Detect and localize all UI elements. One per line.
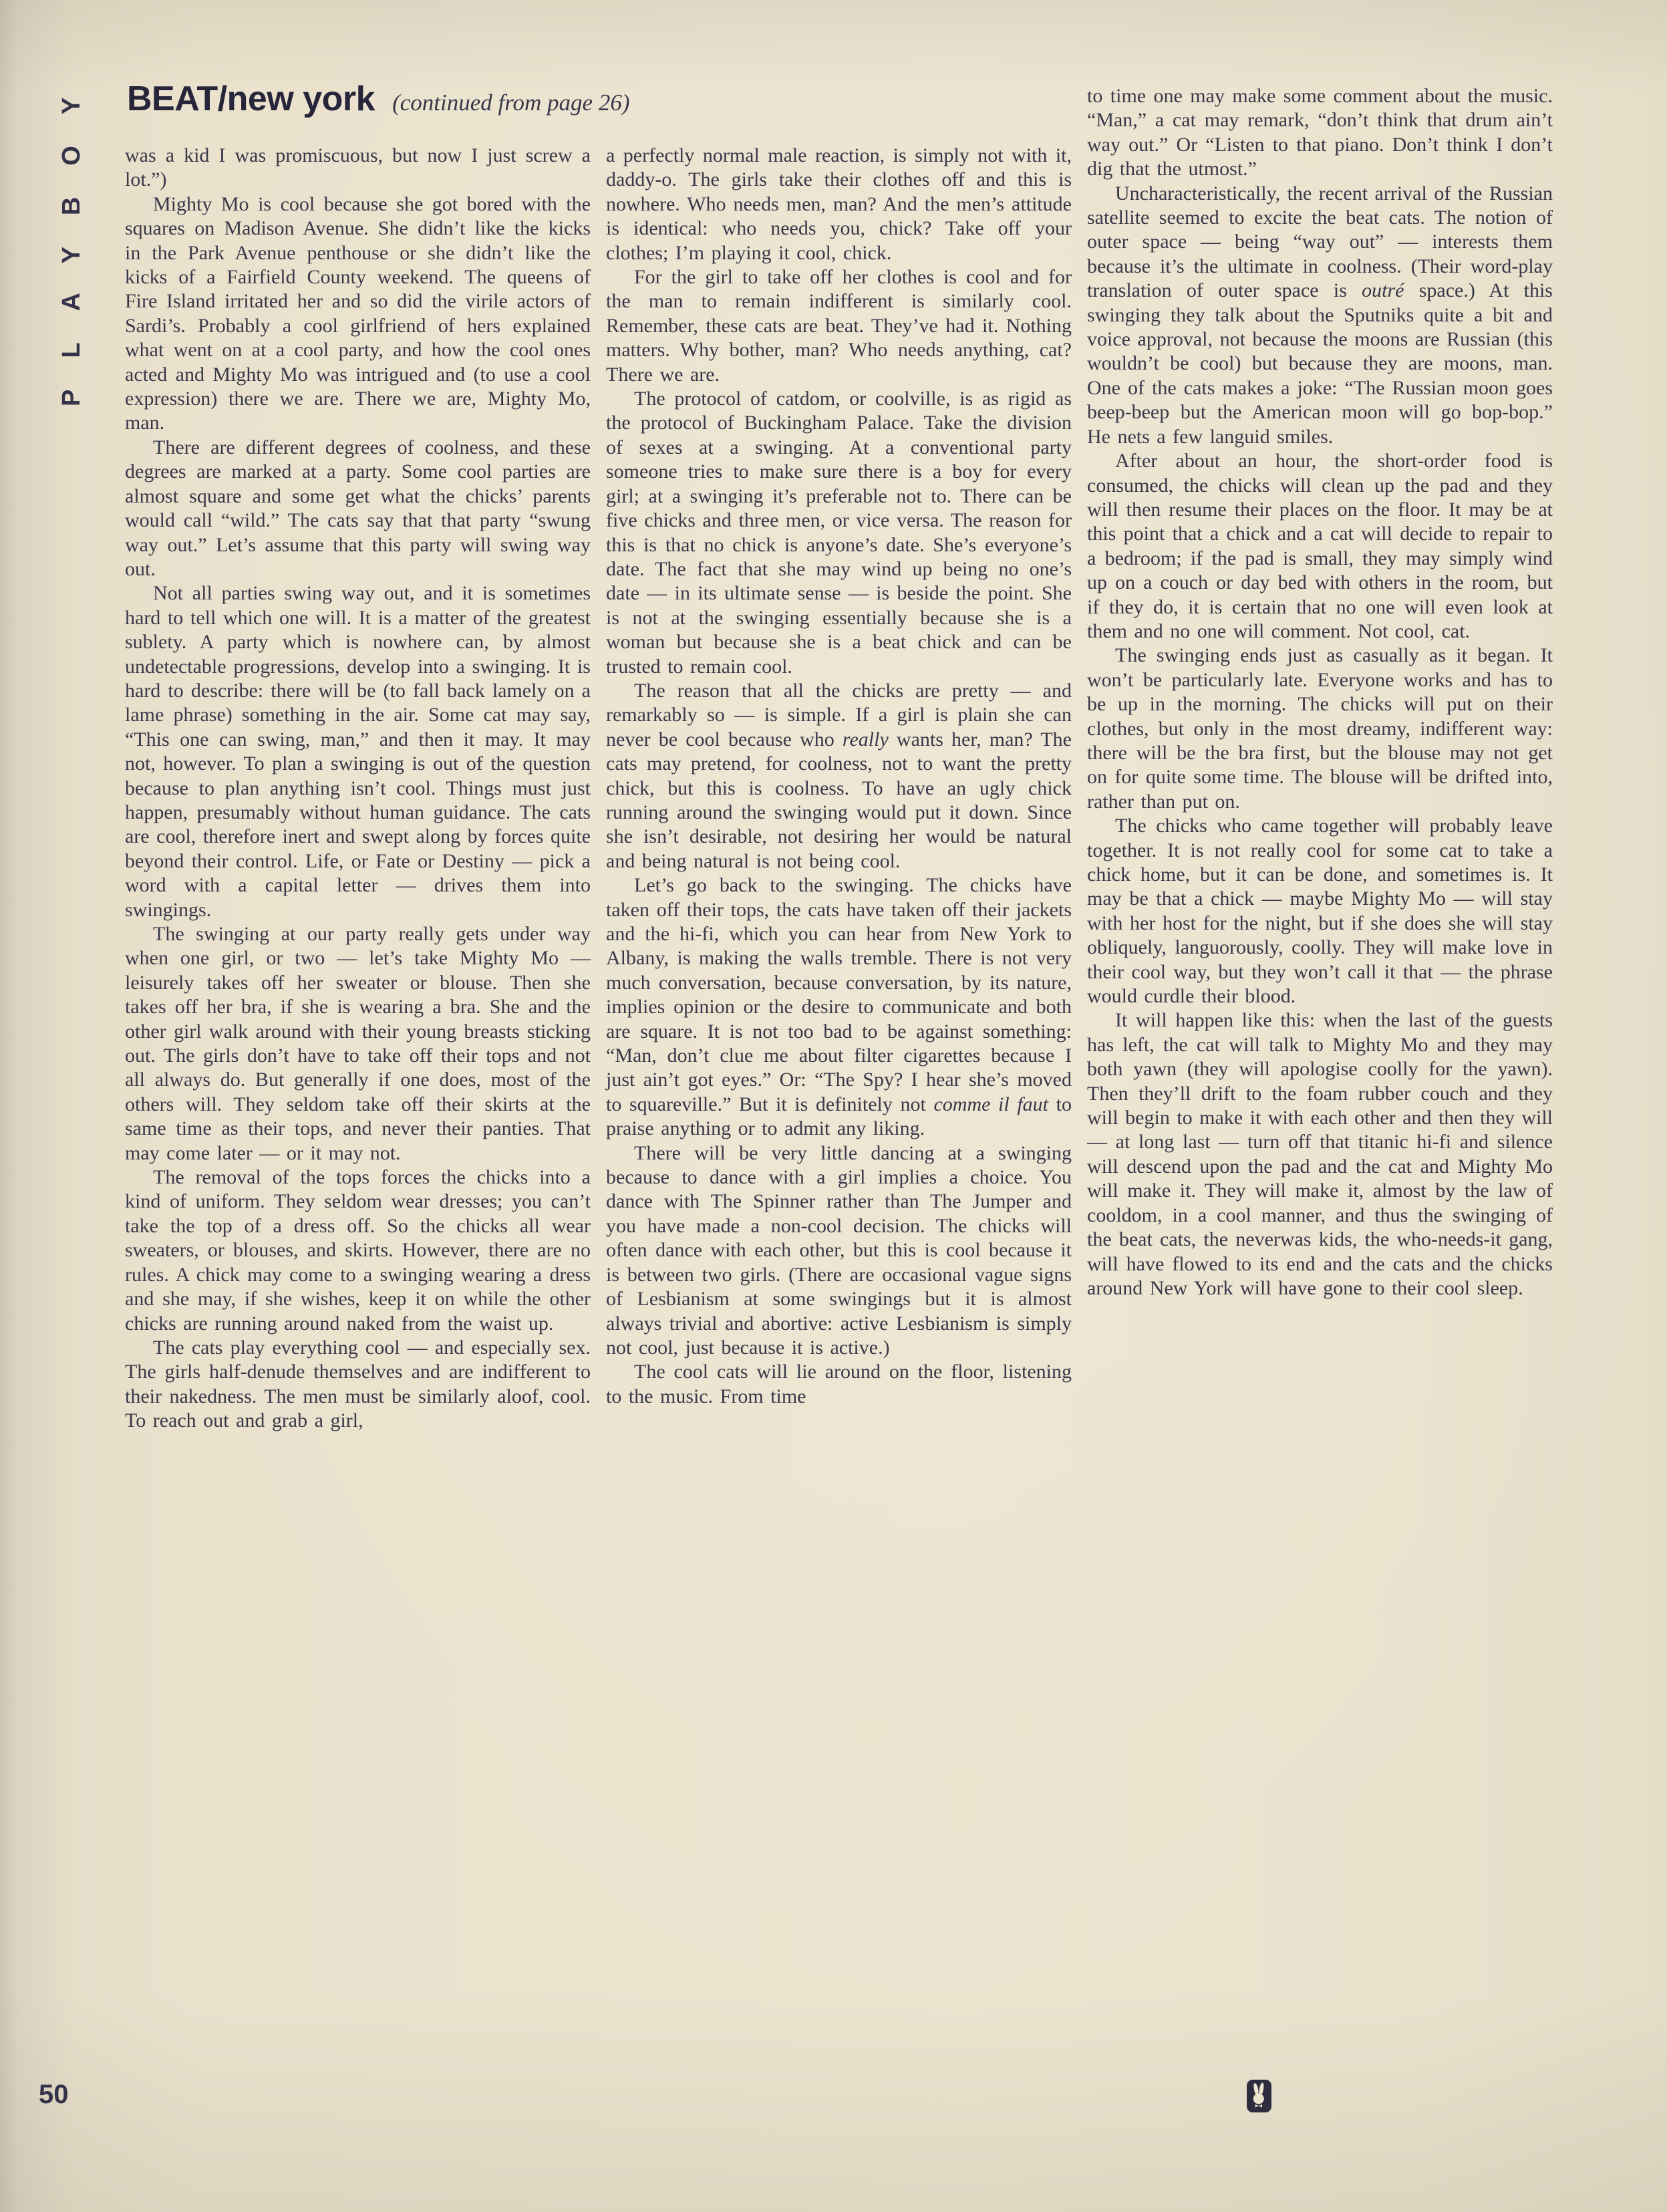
page-number: 50	[39, 2080, 69, 2109]
paragraph: to time one may make some comment about the music. “Man,” a cat may remark, “don’t think that drum ain’t way out.” Or “Listen to that piano. Don’t think I don’t dig that the utmost.”	[1087, 85, 1553, 180]
text-column-3	[1087, 84, 1553, 1300]
playboy-bunny-icon	[1247, 2080, 1271, 2112]
paragraph: Mighty Mo is cool because she got bored with the squares on Madison Avenue. She didn’t like the kicks in the Park Avenue penthouse or she didn’t like the kicks of a Fairfield County weekend. The queens of Fire Island irritated her and so did the virile actors of Sardi’s. Probably a cool girlfriend of hers explained what went on at a cool party, and how the cool ones acted and Mighty Mo was intrigued and (to use a cool expression) there we are. There we are, Mighty Mo, man.	[125, 192, 591, 434]
playboy-bunny-svg	[1247, 2080, 1271, 2112]
article-title: BEAT/new york	[127, 80, 375, 118]
continued-from-note: (continued from page 26)	[392, 90, 630, 116]
paragraph: The cats play everything cool — and especially sex. The girls half-denude themselves and are indifferent to their nakedness. The men must be similarly aloof, cool. To reach out and grab a girl,	[125, 1336, 591, 1432]
italic-word: outré	[1362, 279, 1404, 302]
paragraph: The removal of the tops forces the chicks into a kind of uniform. They seldom wear dresses; you can’t take the top of a dress off. So the chicks all wear sweaters, or blouses, and skirts. However, there are no rules. A chick may come to a swinging wearing a dress and she may, if she wishes, keep it on while the other chicks are running around naked from the waist up.	[125, 1166, 591, 1335]
paragraph: The protocol of catdom, or coolville, is as rigid as the protocol of Buckingham Palace. Take the division of sexes at a swinging. At a conventional party someone tries to make sure there is a boy for every girl; at a swinging it’s preferable not to. There can be five chicks and three men, or vice versa. The reason for this is that no chick is anyone’s date. She’s everyone’s date. The fact that she may wind up being no one’s date — in its ultimate sense — is beside the point. She is not at the swinging essentially because she is a woman but because she is a beat chick and can be trusted to remain cool.	[606, 388, 1072, 678]
paragraph: The chicks who came together will probably leave together. It is not really cool for some cat to take a chick home, but it can be done, and sometimes is. It may be that a chick — maybe Mighty Mo — will stay with her host for the night, but if she does she will stay obliquely, languorously, coolly. They will make love in their cool way, but they won’t call it that — the phrase would curdle their blood.	[1087, 815, 1553, 1008]
paragraph-text: to praise anything or to admit any liking.	[606, 1093, 1072, 1140]
paragraph-text: Let’s go back to the swinging. The chicks have taken off their tops, the cats have taken off their jackets and the hi-fi, which you can hear from New York to Albany, is making the walls tremble. There is not very much conversation, because conversation, by its nature, implies opinion or the desire to communicate and both are square. It is not too bad to be against something: “Man, don’t clue me about filter cigarettes because I just ain’t got eyes.” Or: “The Spy? I hear she’s moved to squareville.” But it is definitely not	[606, 874, 1072, 1115]
paragraph: For the girl to take off her clothes is cool and for the man to remain indifferent is similarly cool. Remember, these cats are beat. They’ve had it. Nothing matters. Why bother, man? Who needs anything, cat? There we are.	[606, 266, 1072, 386]
paragraph	[606, 679, 1072, 873]
text-column-2	[606, 144, 1072, 1409]
paragraph: After about an hour, the short-order food is consumed, the chicks will clean up the pad and they will then resume their places on the floor. It may be at this point that a chick and a cat will decide to repair to a bedroom; if the pad is small, they may simply wind up on a couch or day bed with others in the room, but if they do, it is certain that no one will even look at them and no one will comment. Not cool, cat.	[1087, 450, 1553, 642]
italic-phrase: comme il faut	[933, 1093, 1049, 1115]
paragraph: The swinging at our party really gets under way when one girl, or two — let’s take Mighty Mo — leisurely takes off her sweater or blouse. Then she takes off her bra, if she is wearing a bra. She and the other girl walk around with their young breasts sticking out. The girls don’t have to take off their tops and not all always do. But generally if one does, most of the others will. They seldom take off their skirts at the same time as their tops, and never their panties. That may come later — or it may not.	[125, 923, 591, 1164]
paragraph: a perfectly normal male reaction, is simply not with it, daddy-o. The girls take their clothes off and this is nowhere. Who needs men, man? And the men’s attitude is identical: who needs you, chick? Take off your clothes; I’m playing it cool, chick.	[606, 144, 1072, 264]
paragraph: was a kid I was promiscuous, but now I just screw a lot.”)	[125, 144, 591, 191]
paragraph	[606, 873, 1072, 1141]
paragraph	[1087, 182, 1553, 449]
paragraph: There will be very little dancing at a swinging because to dance with a girl implies a choice. You dance with The Spinner rather than The Jumper and you have made a non-cool decision. The chicks will often dance with each other, but this is cool because it is between two girls. (There are occasional vague signs of Lesbianism at some swingings but it is almost always trivial and abortive: active Lesbianism is simply not cool, just because it is active.)	[606, 1141, 1072, 1359]
paragraph-text: The reason that all the chicks are pretty — and remarkably so — is simple. If a girl is plain she can never be cool because who	[606, 679, 1072, 750]
article-header	[127, 79, 630, 119]
paragraph-text: wants her, man? The cats may pretend, for coolness, not to want the pretty chick, but this is coolness. To have an ugly chick running around the swinging would put it down. Since she isn’t desirable, not desiring her would be natural and being natural is not being cool.	[606, 728, 1072, 872]
paragraph: The cool cats will lie around on the floor, listening to the music. From time	[606, 1361, 1072, 1407]
paragraph-text: space.) At this swinging they talk about the Sputniks quite a bit and voice approval, not because the moons are Russian (this wouldn’t be cool) but because they are moons, man. One of the cats makes a joke: “The Russian moon goes beep-beep but the American moon will go bop-bop.” He nets a few languid smiles.	[1087, 279, 1553, 448]
paragraph-text: Uncharacteristically, the recent arrival of the Russian satellite seemed to excite the beat cats. The notion of outer space — being “way out” — interests them because it’s the ultimate in coolness. (Their word-play translation of outer space is	[1087, 182, 1553, 302]
paragraph: Not all parties swing way out, and it is sometimes hard to tell which one will. It is a matter of the greatest sublety. A party which is nowhere can, by almost undetectable progressions, develop into a swinging. It is hard to describe: there will be (to fall back lamely on a lame phrase) something in the air. Some cat may say, “This one can swing, man,” and then it may. It may not, however. To plan a swinging is out of the question because to plan anything isn’t cool. Things must just happen, presumably without human guidance. The cats are cool, therefore inert and swept along by forces quite beyond their control. Life, or Fate or Destiny — pick a word with a capital letter — drives them into swingings.	[125, 582, 591, 921]
spine-title: PLAYBOY	[57, 65, 86, 406]
paragraph: There are different degrees of coolness, and these degrees are marked at a party. Some cool parties are almost square and some get what the chicks’ parents would call “wild.” The cats say that that party “swung way out.” Let’s assume that this party will swing way out.	[125, 436, 591, 580]
italic-word: really	[842, 728, 889, 750]
paragraph: The swinging ends just as casually as it began. It won’t be particularly late. Everyone works and has to be up in the morning. The chicks will put on their clothes, but only in the most dreamy, indifferent way: there will be the bra first, but the blouse may not get on for quite some time. The blouse will be drifted into, rather than put on.	[1087, 644, 1553, 813]
text-column-1	[125, 144, 591, 1433]
paragraph: It will happen like this: when the last of the guests has left, the cat will talk to Mighty Mo and they may both yawn (they will apologise coolly for the yawn). Then they’ll drift to the foam rubber couch and they will begin to make it with each other and then they will — at long last — turn off that titanic hi-fi and silence will descend upon the pad and the cat and Mighty Mo will make it. They will make it, almost by the law of cooldom, in a cool manner, and thus the swinging of the beat cats, the neverwas kids, the who-needs-it gang, will have flowed to its end and the cats and the chicks around New York will have gone to their cool sleep.	[1087, 1009, 1553, 1299]
